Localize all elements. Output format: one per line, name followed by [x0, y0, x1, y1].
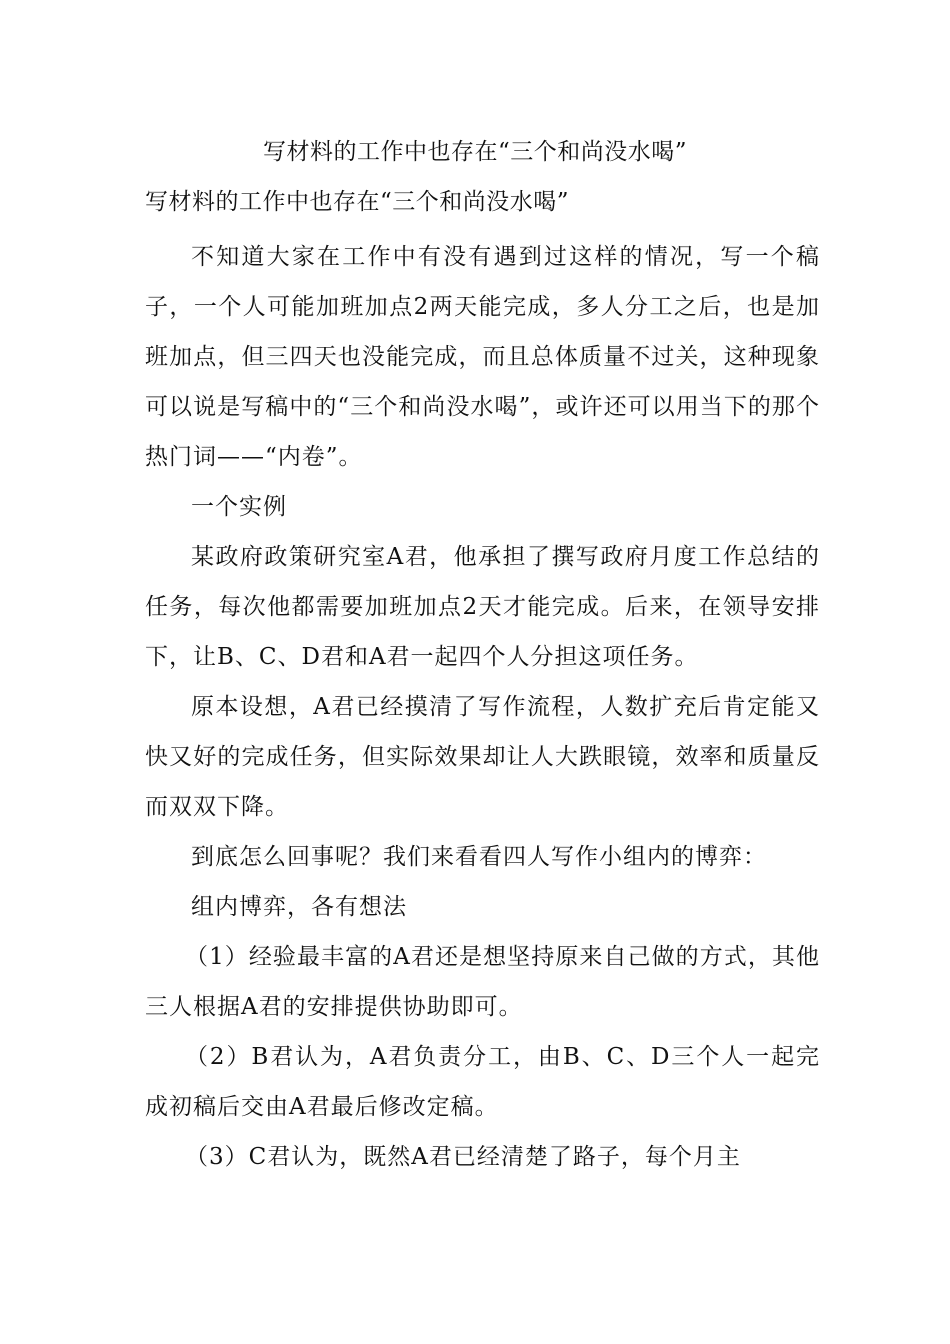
paragraph-intro: 不知道大家在工作中有没有遇到过这样的情况，写一个稿子，一个人可能加班加点2两天能完成，多人分工之后，也是加班加点，但三四天也没能完成，而且总体质量不过关，这种现象可以说是写稿中的“三个和尚没水喝”，或许还可以用当下的那个热门词——“内卷”。 [145, 244, 820, 470]
section-heading-game: 组内博弈，各有想法 [191, 894, 407, 920]
paragraph-question: 到底怎么回事呢？我们来看看四人写作小组内的博弈： [191, 844, 767, 870]
list-item-b: （2）B君认为，A君负责分工，由B、C、D三个人一起完成初稿后交由A君最后修改定稿。 [145, 1044, 820, 1120]
section-heading-example: 一个实例 [191, 494, 287, 520]
paragraph-expectation: 原本设想，A君已经摸清了写作流程，人数扩充后肯定能又快又好的完成任务，但实际效果却让人大跌眼镜，效率和质量反而双双下降。 [145, 694, 820, 820]
list-item-c: （3）C君认为，既然A君已经清楚了路子，每个月主 [185, 1144, 741, 1170]
list-item-a: （1）经验最丰富的A君还是想坚持原来自己做的方式，其他三人根据A君的安排提供协助即可。 [145, 944, 820, 1020]
article-heading: 写材料的工作中也存在“三个和尚没水喝” [145, 189, 570, 215]
paragraph-example: 某政府政策研究室A君，他承担了撰写政府月度工作总结的任务，每次他都需要加班加点2天才能完成。后来，在领导安排下，让B、C、D君和A君一起四个人分担这项任务。 [145, 544, 820, 670]
page-title: 写材料的工作中也存在“三个和尚没水喝” [262, 139, 688, 165]
article-body [145, 232, 820, 1182]
